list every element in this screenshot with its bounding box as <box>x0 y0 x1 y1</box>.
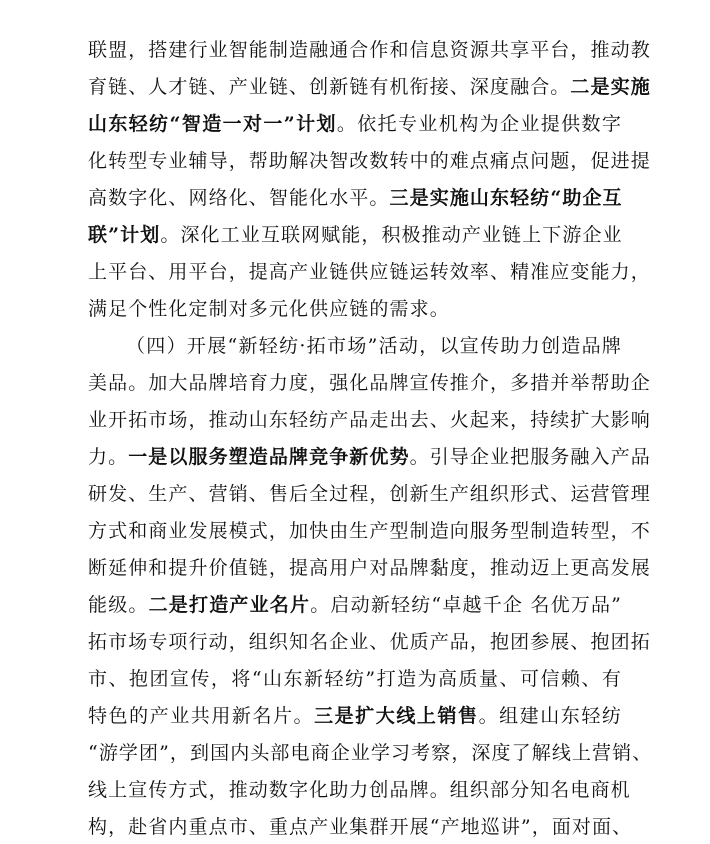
text-line <box>88 144 651 178</box>
text-line <box>88 662 622 696</box>
body-text: 。启动新轻纺“卓越千企 名优万品” <box>310 594 622 616</box>
body-text: 。组建山东轻纺 <box>478 705 622 727</box>
text-line <box>88 440 651 474</box>
body-text: 育链、人才链、产业链、创新链有机衔接、深度融合。 <box>88 76 571 98</box>
body-text: “游学团”，到国内头部电商企业学习考察，深度了解线上营销、 <box>88 742 653 764</box>
text-line <box>88 70 651 104</box>
emphasis-text: 二是实施 <box>570 76 651 98</box>
emphasis-text: 联”计划 <box>88 224 161 246</box>
body-text: 特色的产业共用新名片。 <box>88 705 315 727</box>
text-line <box>88 551 651 585</box>
text-line <box>88 218 622 252</box>
body-text: 化转型专业辅导，帮助解决智改数转中的难点痛点问题，促进提 <box>88 150 651 172</box>
body-text: 构，赴省内重点市、重点产业集群开展“产地巡讲”，面对面、 <box>88 816 633 838</box>
body-text: 力。 <box>88 446 129 468</box>
body-text: （四）开展“新轻纺·拓市场”活动，以宣传助力创造品牌 <box>126 335 622 357</box>
body-text: 能级。 <box>88 594 149 616</box>
text-line <box>88 699 622 733</box>
body-text: 拓市场专项行动，组织知名企业、优质产品，抱团参展、抱团拓 <box>88 631 651 653</box>
text-line <box>88 588 622 622</box>
section-heading-line <box>126 329 622 363</box>
text-line <box>88 736 653 770</box>
body-text: 断延伸和提升价值链，提高用户对品牌黏度，推动迈上更高发展 <box>88 557 651 579</box>
text-line <box>88 366 651 400</box>
text-line <box>88 292 622 326</box>
body-text: 高数字化、网络化、智能化水平。 <box>88 187 390 209</box>
text-line <box>88 625 651 659</box>
text-line <box>88 477 651 511</box>
text-line <box>88 403 651 437</box>
body-text: 业开拓市场，推动山东轻纺产品走出去、火起来，持续扩大影响 <box>88 409 651 431</box>
text-line <box>88 255 651 289</box>
text-line <box>88 514 651 548</box>
text-line <box>88 33 651 67</box>
text-line <box>88 181 622 215</box>
emphasis-text: 三是实施山东轻纺“助企互 <box>389 187 623 209</box>
body-text: 满足个性化定制对多元化供应链的需求。 <box>88 298 450 320</box>
body-text: 美品。加大品牌培育力度，强化品牌宣传推介，多措并举帮助企 <box>88 372 651 394</box>
body-text: 。深化工业互联网赋能，积极推动产业链上下游企业 <box>160 224 623 246</box>
emphasis-text: 二是打造产业名片 <box>148 594 311 616</box>
text-line <box>88 773 631 807</box>
body-text: 研发、生产、营销、售后全过程，创新生产组织形式、运营管理 <box>88 483 651 505</box>
body-text: 方式和商业发展模式，加快由生产型制造向服务型制造转型，不 <box>88 520 651 542</box>
body-text: 上平台、用平台，提高产业链供应链运转效率、精准应变能力， <box>88 261 651 283</box>
body-text: 。依托专业机构为企业提供数字 <box>336 113 622 135</box>
text-line <box>88 810 633 844</box>
emphasis-text: 山东轻纺“智造一对一”计划 <box>88 113 337 135</box>
text-line <box>88 107 622 141</box>
body-text: 。引导企业把服务融入产品 <box>409 446 651 468</box>
emphasis-text: 一是以服务塑造品牌竞争新优势 <box>128 446 410 468</box>
body-text: 线上宣传方式，推动数字化助力创品牌。组织部分知名电商机 <box>88 779 631 801</box>
emphasis-text: 三是扩大线上销售 <box>314 705 479 727</box>
body-text: 市、抱团宣传，将“山东新轻纺”打造为高质量、可信赖、有 <box>88 668 622 690</box>
body-text: 联盟，搭建行业智能制造融通合作和信息资源共享平台，推动教 <box>88 39 651 61</box>
